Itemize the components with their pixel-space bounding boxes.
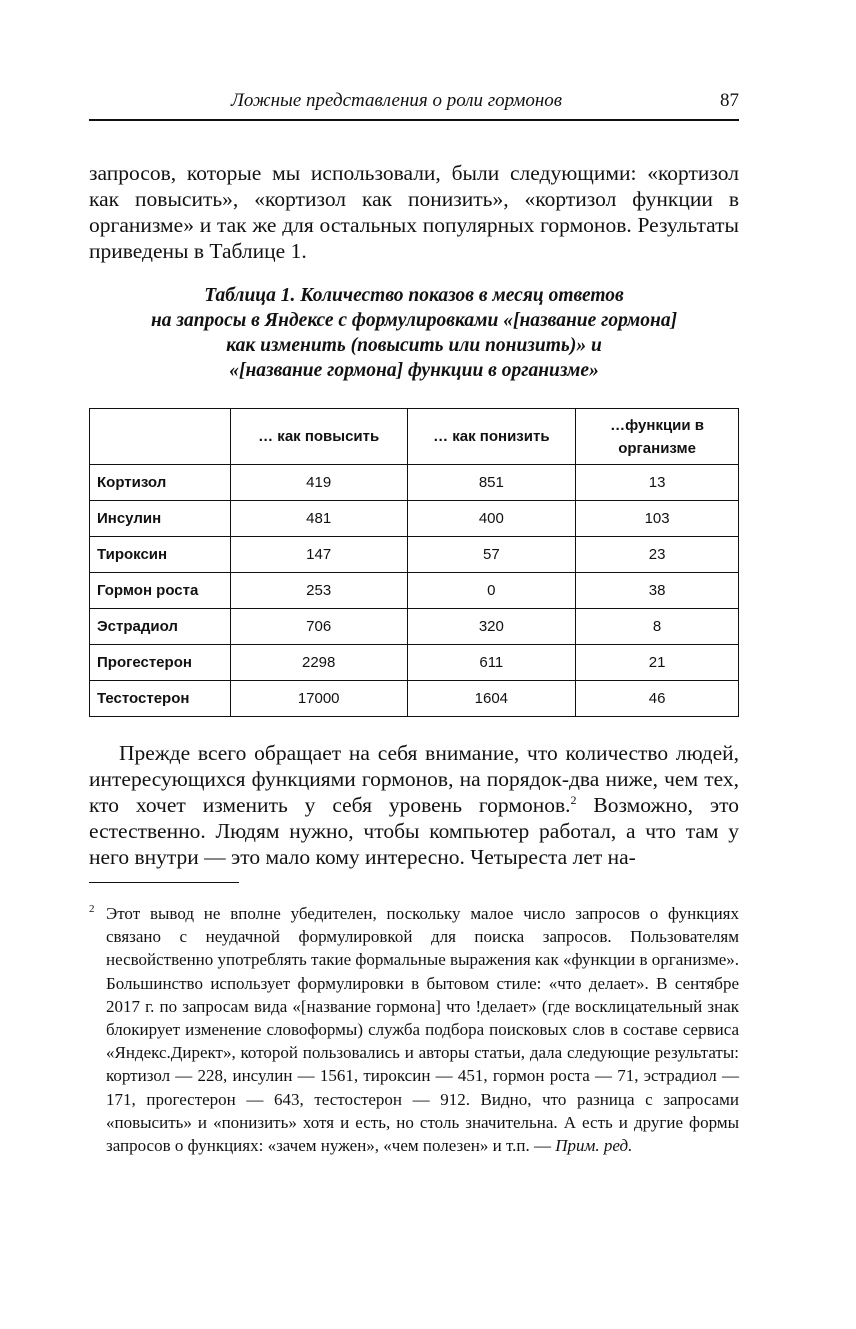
- caption-line: «[название гормона] функции в организме»: [229, 360, 599, 381]
- raise-count: 706: [230, 609, 407, 645]
- hormone-name: Гормон роста: [90, 573, 231, 609]
- lower-count: 400: [407, 501, 576, 537]
- header-functions-text: …функции в организме: [610, 416, 705, 457]
- hormone-name: Тироксин: [90, 537, 231, 573]
- footnote-signature: Прим. ред.: [555, 1136, 633, 1156]
- table-row: [90, 501, 739, 537]
- functions-count: 46: [576, 681, 739, 717]
- table-header-row: [90, 409, 739, 465]
- lower-count: 320: [407, 609, 576, 645]
- raise-count: 419: [230, 465, 407, 501]
- caption-line: на запросы в Яндексе с формулировками «[название гормона]: [150, 310, 678, 331]
- lower-count: 611: [407, 645, 576, 681]
- hormone-name: Кортизол: [90, 465, 231, 501]
- body-text-after-ref: Возможно, это естественно. Людям нужно, чтобы компьютер работал, а что там у него внутри — это мало кому интересно. Четыреста лет на-: [89, 793, 739, 869]
- raise-count: 17000: [230, 681, 407, 717]
- table-row: [90, 609, 739, 645]
- functions-count: 23: [576, 537, 739, 573]
- table-row: [90, 465, 739, 501]
- intro-paragraph: запросов, которые мы использовали, были следующими: «кортизол как повысить», «кортизол как понизить», «кортизол функции в организме» и так же для остальных популярных гормонов. Результаты приведены в Таблице 1.: [89, 161, 739, 263]
- functions-count: 103: [576, 501, 739, 537]
- header-cell-lower: … как понизить: [407, 409, 576, 465]
- header-cell-empty: [90, 409, 231, 465]
- lower-count: 1604: [407, 681, 576, 717]
- functions-count: 21: [576, 645, 739, 681]
- hormone-name: Эстрадиол: [90, 609, 231, 645]
- lower-count: 57: [407, 537, 576, 573]
- functions-count: 13: [576, 465, 739, 501]
- lower-count: 0: [407, 573, 576, 609]
- running-title: Ложные представления о роли гормонов: [231, 90, 563, 111]
- raise-count: 481: [230, 501, 407, 537]
- footnote-text: Этот вывод не вполне убедителен, поскольку малое число запросов о функциях связано с неудачной формулировкой для поиска запросов. Пользователям несвойственно употреблять такие формальные выражения как «функции в организме». Большинство использует формулировки в бытовом стиле: «что делает». В сентябре 2017 г. по запросам вида «[название гормона] что !делает» (где восклицательный знак блокирует изменение словоформы) служба подбора поисковых слов в составе сервиса «Яндекс.Директ», которой пользовались и авторы статьи, дала следующие результаты: кортизол — 228, инсулин — 1561, тироксин — 451, гормон роста — 71, эстрадиол — 171, прогестерон — 643, тестостерон — 912. Видно, что разница с запросами «повысить» и «понизить» хотя и есть, но столь значительна. А есть и другие формы запросов о функциях: «зачем нужен», «чем полезен» и т.п. —: [106, 904, 739, 1156]
- table-row: [90, 645, 739, 681]
- hormone-name: Прогестерон: [90, 645, 231, 681]
- footnote: [89, 902, 739, 1157]
- hormone-name: Тестостерон: [90, 681, 231, 717]
- header-rule: [89, 119, 739, 121]
- footnote-text-block: [106, 902, 739, 1157]
- raise-count: 253: [230, 573, 407, 609]
- body-text-before-ref: Прежде всего обращает на себя внимание, что количество людей, интересующихся функциями гормонов, на порядок-два ниже, чем тех, кто хочет изменить у себя уровень гормонов.: [89, 741, 739, 817]
- body-paragraph: [89, 740, 739, 870]
- caption-line: как изменить (повысить или понизить)» и: [226, 335, 602, 356]
- raise-count: 2298: [230, 645, 407, 681]
- caption-line: Таблица 1. Количество показов в месяц ответов: [204, 285, 624, 306]
- footnote-mark: 2: [89, 903, 95, 915]
- table-row: [90, 537, 739, 573]
- footnote-reference[interactable]: 2: [570, 792, 577, 807]
- header-cell-functions: [576, 409, 739, 465]
- footnote-rule: [89, 882, 239, 883]
- table-caption: [89, 283, 739, 383]
- table-row: [90, 681, 739, 717]
- table-row: [90, 573, 739, 609]
- functions-count: 8: [576, 609, 739, 645]
- header-cell-raise: … как повысить: [230, 409, 407, 465]
- hormone-name: Инсулин: [90, 501, 231, 537]
- functions-count: 38: [576, 573, 739, 609]
- running-head: [89, 88, 739, 118]
- hormone-query-table: [89, 408, 739, 717]
- page-number: 87: [720, 90, 739, 111]
- lower-count: 851: [407, 465, 576, 501]
- raise-count: 147: [230, 537, 407, 573]
